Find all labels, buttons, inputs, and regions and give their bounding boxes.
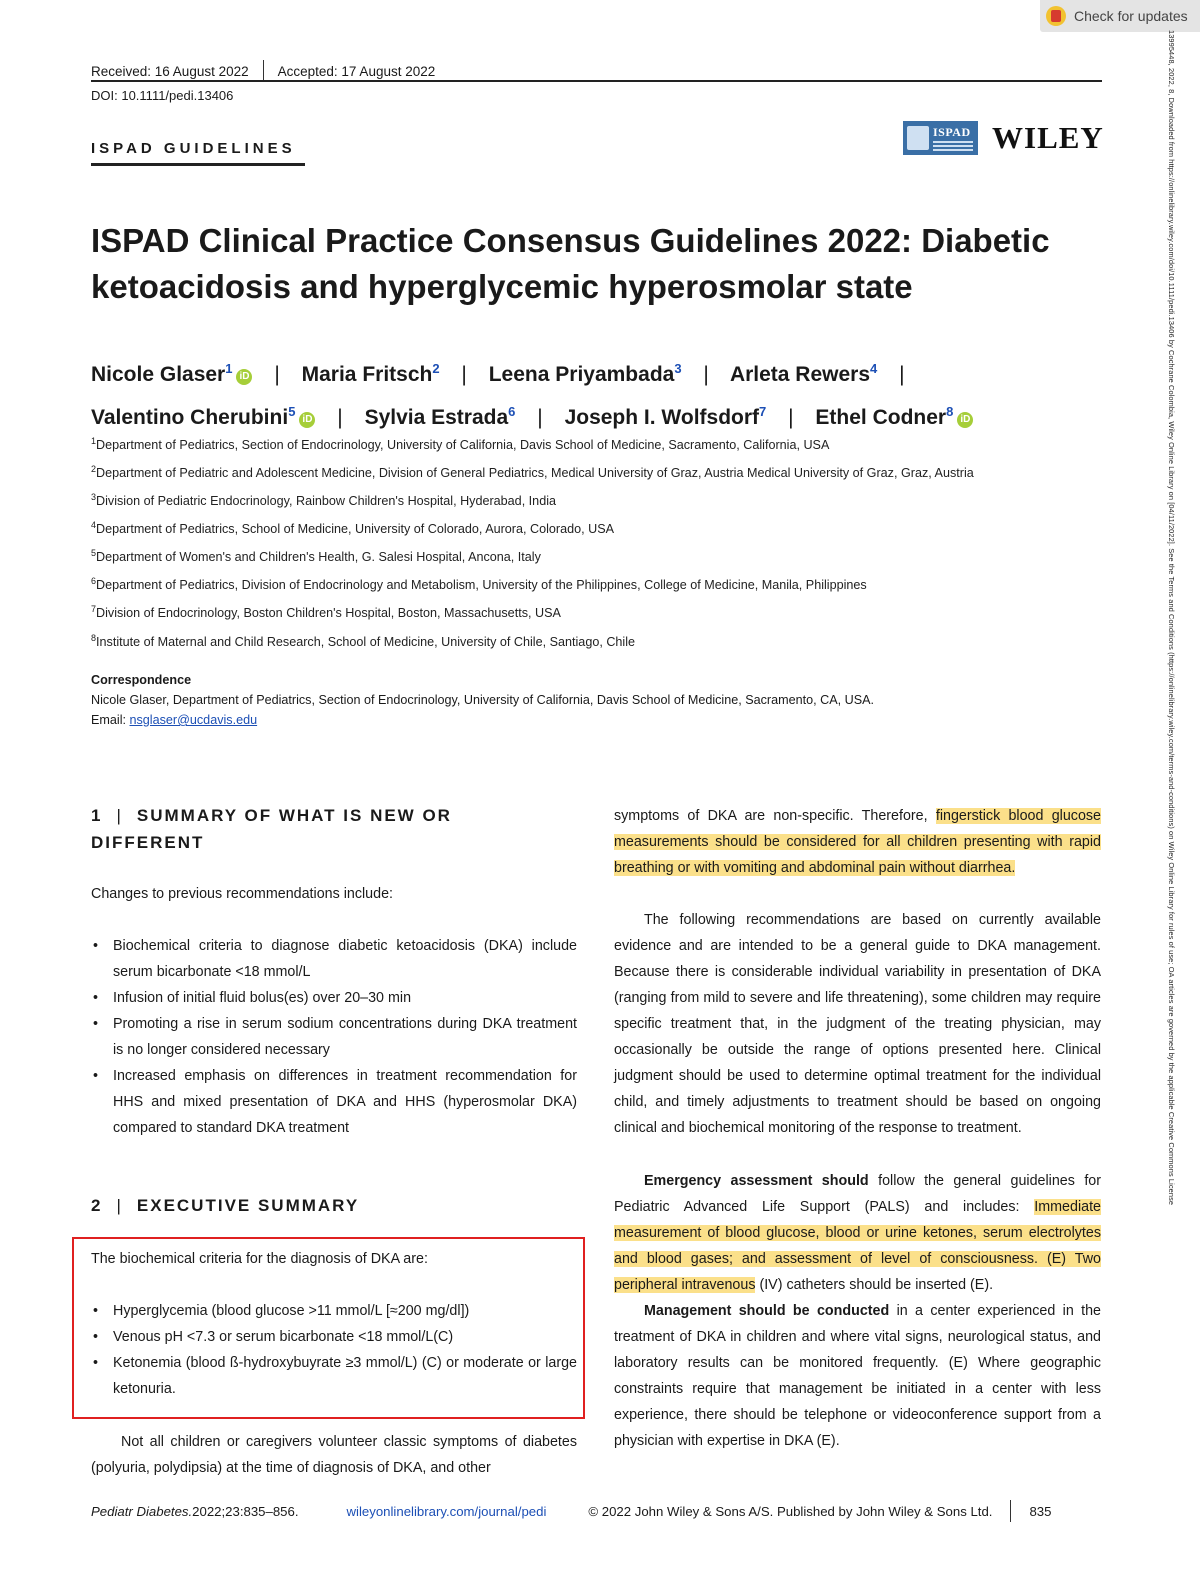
right-paragraph-2: The following recommendations are based on currently available evidence and are intended to be a general guide to DKA management. Because there is considerable individual variability in presentation of DKA (ranging from mild to severe and life threatening), some children may require specific treatment that, in the judgment of the treating physician, may occasionally be outside the range of options presented here. Clinical judgment should be used to determine optimal treatment for the individual child, and timely adjustments to treatment should be based on ongoing clinical and biochemical monitoring of the response to treatment.: [614, 912, 1101, 1136]
author-name[interactable]: Sylvia Estrada: [364, 406, 509, 429]
footer-journal: Pediatr Diabetes.: [91, 1503, 193, 1519]
section-2-paragraph: Not all children or caregivers volunteer classic symptoms of diabetes (polyuria, polydipsia) at the time of diagnosis of DKA, and other: [91, 1434, 577, 1476]
affiliation: $^8$Institute of Maternal and Child Research, School of Medicine, University of Chile, Santiago, Chile: [91, 633, 636, 650]
section-label-rule: [91, 163, 305, 166]
list-item: • Biochemical criteria to diagnose diabetic ketoacidosis (DKA) include serum bicarbonate <18 mmol/L: [91, 933, 577, 985]
affiliation: $^5$Department of Women's and Children's Health, G. Salesi Hospital, Ancona, Italy: [91, 548, 541, 565]
header-rule: [91, 80, 1102, 82]
article-dates: [91, 60, 435, 82]
correspondence-email: [91, 713, 257, 727]
correspondence-heading: Correspondence: [91, 673, 192, 687]
list-item: • Hyperglycemia (blood glucose >11 mmol/L [≈200 mg/dl]): [91, 1298, 577, 1324]
affiliation: $^7$Division of Endocrinology, Boston Children's Hospital, Boston, Massachusetts, USA: [91, 604, 561, 621]
section-1-bullets: [91, 933, 577, 1141]
author-name[interactable]: Arleta Rewers: [729, 363, 871, 386]
author-name[interactable]: Ethel Codner: [815, 406, 947, 429]
section-2-intro: The biochemical criteria for the diagnosis of DKA are:: [91, 1251, 428, 1267]
wiley-logo: WILEY: [992, 120, 1104, 155]
orcid-icon[interactable]: iD: [957, 412, 973, 428]
author-affil-number: 6: [508, 404, 516, 419]
ispad-logo: [903, 121, 978, 155]
author-name[interactable]: Joseph I. Wolfsdorf: [564, 406, 760, 429]
ispad-emblem-icon: [907, 126, 929, 150]
list-item: • Infusion of initial fluid bolus(es) over 20–30 min: [91, 985, 577, 1011]
title-line-2: ketoacidosis and hyperglycemic hyperosmolar state: [91, 268, 913, 305]
author-affil-number: 1: [225, 361, 233, 376]
footer-copyright: © 2022 John Wiley & Sons A/S. Published by John Wiley & Sons Ltd.: [588, 1503, 993, 1519]
author-affil-number: 4: [870, 361, 878, 376]
page-number: 835: [1029, 1503, 1052, 1519]
email-label: Email:: [91, 713, 126, 727]
footer-divider: [1010, 1500, 1011, 1522]
author-name[interactable]: Nicole Glaser: [91, 363, 226, 386]
orcid-icon[interactable]: iD: [236, 369, 252, 385]
right-paragraph-4: Management should be conducted in a center experienced in the treatment of DKA in children and where vital signs, neurological status, and laboratory results can be monitored frequently. (E) Where geographic constraints require that management be initiated in a center with less experience, there should be telephone or videoconference support from a physician with expertise in DKA (E).: [614, 1303, 1101, 1449]
journal-link[interactable]: wileyonlinelibrary.com/journal/pedi: [346, 1503, 547, 1519]
affiliation: $^2$Department of Pediatric and Adolescent Medicine, Division of General Pediatrics, Medical University of Graz, Austria Medical University of Graz, Graz, Austria: [91, 464, 974, 481]
author-line-1: [91, 350, 1101, 393]
affiliation: $^3$Division of Pediatric Endocrinology, Rainbow Children's Hospital, Hyderabad, India: [91, 492, 556, 509]
received-date: Received: 16 August 2022: [91, 63, 249, 79]
author-name[interactable]: Valentino Cherubini: [91, 406, 289, 429]
section-2-heading: 2 | EXECUTIVE SUMMARY: [91, 1196, 360, 1215]
section-number: 2: [91, 1196, 103, 1215]
section-title: EXECUTIVE SUMMARY: [136, 1196, 360, 1215]
author-name[interactable]: Leena Priyambada: [488, 363, 675, 386]
download-notice-sidebar: [1162, 30, 1182, 1540]
author-affil-number: 8: [946, 404, 954, 419]
author-separator: |: [788, 406, 794, 429]
author-list: [91, 350, 1101, 436]
section-1-intro: Changes to previous recommendations include:: [91, 886, 393, 902]
list-item: • Increased emphasis on differences in treatment recommendation for HHS and mixed presentation of DKA and HHS (hyperosmolar DKA) compared to standard DKA treatment: [91, 1063, 577, 1141]
section-2-bullets: [91, 1298, 577, 1402]
accepted-date: Accepted: 17 August 2022: [277, 63, 436, 79]
author-separator: |: [537, 406, 543, 429]
download-notice-text: 13995448, 2022, 8, Downloaded from https://onlinelibrary.wiley.com/doi/10.1111/pedi.13406 by Cochrane Colombia, Wiley Online Library on [04/11/2022]. See the Terms and Conditions (https://onlinelibrary.wiley.com/terms-and-conditions) on Wiley Online Library for rules of use; OA articles are governed by the applicable Creative Commons License: [1167, 30, 1176, 1206]
doi: DOI: 10.1111/pedi.13406: [91, 88, 234, 103]
bookmark-icon: [1046, 6, 1066, 26]
meta-divider: [263, 60, 264, 82]
list-item: • Venous pH <7.3 or serum bicarbonate <18 mmol/L(C): [91, 1324, 577, 1350]
check-for-updates-badge[interactable]: [1040, 0, 1200, 32]
affiliation: $^1$Department of Pediatrics, Section of Endocrinology, University of California, Davis School of Medicine, Sacramento, California, USA: [91, 436, 830, 453]
author-separator: |: [899, 363, 905, 386]
section-title-cont: DIFFERENT: [91, 833, 205, 852]
check-for-updates-label: Check for updates: [1074, 8, 1188, 24]
section-title: SUMMARY OF WHAT IS NEW OR: [136, 806, 452, 825]
page-footer: [91, 1500, 1102, 1522]
list-item: • Ketonemia (blood ß-hydroxybuyrate ≥3 mmol/L) (C) or moderate or large ketonuria.: [91, 1350, 577, 1402]
affiliation: $^6$Department of Pediatrics, Division of Endocrinology and Metabolism, University of the Philippines, College of Medicine, Manila, Philippines: [91, 576, 867, 593]
ispad-logo-text: ISPAD: [933, 125, 971, 139]
correspondence-text: Nicole Glaser, Department of Pediatrics, Section of Endocrinology, University of California, Davis School of Medicine, Sacramento, CA, USA.: [91, 693, 875, 707]
author-affil-number: 3: [674, 361, 682, 376]
email-link[interactable]: nsglaser@ucdavis.edu: [129, 713, 258, 727]
section-number: 1: [91, 806, 103, 825]
author-affil-number: 7: [759, 404, 767, 419]
author-separator: |: [461, 363, 467, 386]
article-title: [91, 218, 1101, 310]
highlighted-text: Immediate measurement of blood glucose, blood or urine ketones, serum electrolytes and blood gases; and assessment of level of consciousness. (E) Two peripheral intravenous: [614, 1199, 1101, 1293]
right-paragraph-3: Emergency assessment should follow the general guidelines for Pediatric Advanced Life Support (PALS) and includes: Immediate measurement of blood glucose, blood or urine ketones, serum electrolytes and blood gases; and assessment of level of consciousness. (E) Two peripheral intravenous (IV) catheters should be inserted (E).: [614, 1173, 1101, 1293]
publisher-logos: [903, 120, 1104, 156]
title-line-1: ISPAD Clinical Practice Consensus Guidelines 2022: Diabetic: [91, 222, 1050, 259]
author-separator: |: [703, 363, 709, 386]
list-item: • Promoting a rise in serum sodium concentrations during DKA treatment is no longer considered necessary: [91, 1011, 577, 1063]
orcid-icon[interactable]: iD: [299, 412, 315, 428]
footer-citation: 2022;23:835–856.: [192, 1503, 299, 1519]
highlighted-text: fingerstick blood glucose measurements should be considered for all children presenting with rapid breathing or with vomiting and abdominal pain without diarrhea.: [614, 808, 1101, 876]
author-name[interactable]: Maria Fritsch: [301, 363, 433, 386]
author-separator: |: [274, 363, 280, 386]
section-1-heading: 1 | SUMMARY OF WHAT IS NEW OR DIFFERENT: [91, 802, 571, 856]
affiliation: $^4$Department of Pediatrics, School of Medicine, University of Colorado, Aurora, Colorado, USA: [91, 520, 615, 537]
right-paragraph-1: symptoms of DKA are non-specific. Therefore, fingerstick blood glucose measurements should be considered for all children presenting with rapid breathing or with vomiting and abdominal pain without diarrhea.: [614, 808, 1101, 876]
section-label: ISPAD GUIDELINES: [91, 140, 296, 157]
author-line-2: [91, 393, 1101, 436]
author-affil-number: 5: [288, 404, 296, 419]
author-affil-number: 2: [432, 361, 440, 376]
author-separator: |: [337, 406, 343, 429]
